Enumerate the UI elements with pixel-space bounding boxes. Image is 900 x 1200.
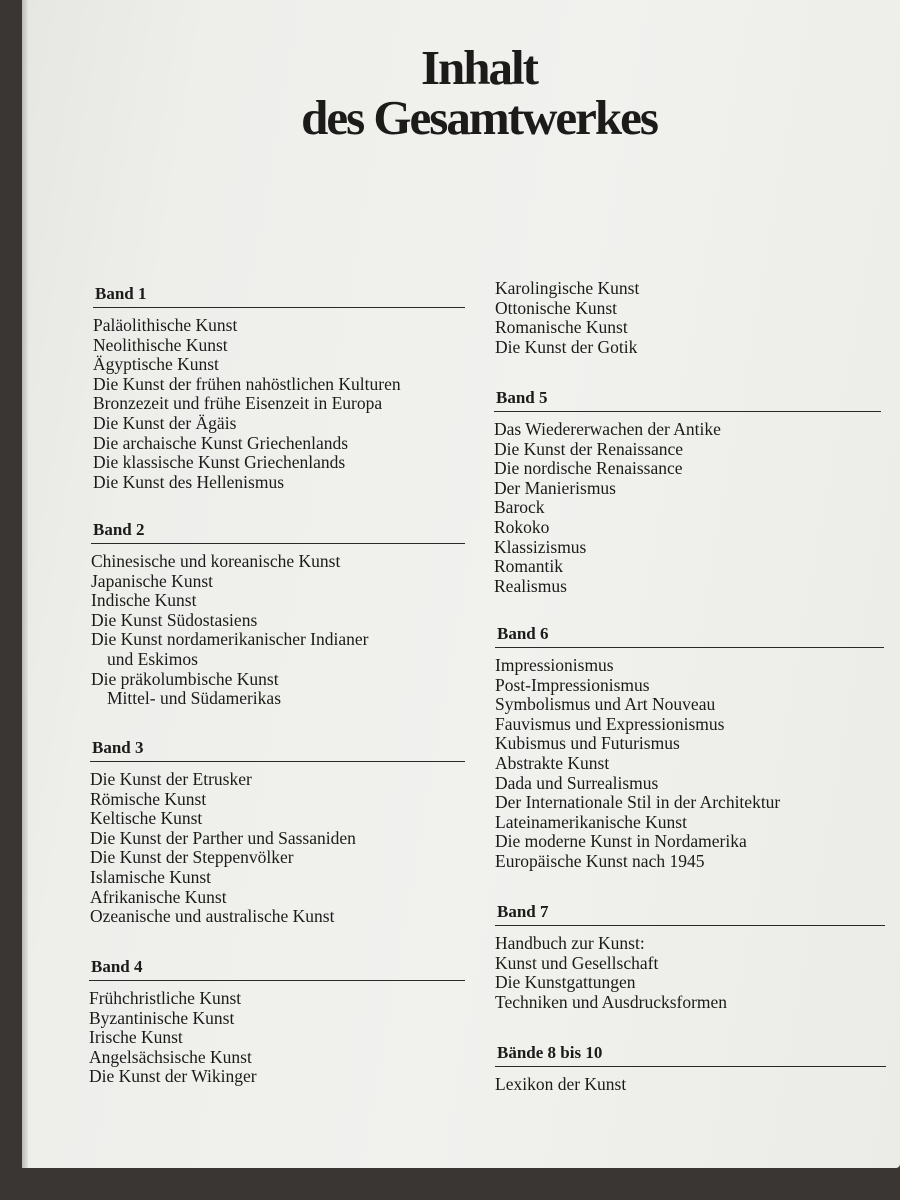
toc-item: Ozeanische und australische Kunst [90, 906, 335, 927]
toc-item: Die Kunst des Hellenismus [93, 471, 285, 492]
toc-item: Islamische Kunst [90, 866, 212, 887]
band-8-10-rule [495, 1066, 886, 1067]
band-5-rule [494, 411, 881, 412]
band-6-section [495, 624, 884, 872]
band-3-rule [90, 761, 465, 762]
toc-item: Ottonische Kunst [495, 297, 618, 318]
toc-item: Die Kunst nordamerikanischer Indianer [91, 629, 369, 650]
toc-item: Japanische Kunst [91, 570, 213, 591]
toc-item: Byzantinische Kunst [89, 1007, 235, 1028]
band-7-heading: Band 7 [497, 902, 549, 921]
page-title-line-2: des Gesamtwerkes [301, 90, 657, 145]
page-title-line-1: Inhalt [420, 40, 537, 95]
band-2-rule [91, 543, 465, 544]
toc-item: Die moderne Kunst in Nordamerika [495, 831, 747, 852]
toc-item: Die klassische Kunst Griechenlands [93, 452, 346, 473]
toc-item-continuation: und Eskimos [107, 648, 198, 669]
band-1-section [93, 284, 465, 492]
toc-item: Indische Kunst [91, 590, 197, 611]
toc-item: Impressionismus [495, 655, 614, 675]
toc-item: Romantik [494, 556, 564, 577]
toc-item: Abstrakte Kunst [495, 752, 610, 773]
toc-item: Ägyptische Kunst [93, 354, 219, 375]
toc-item: Frühchristliche Kunst [89, 988, 242, 1008]
toc-item: Der Internationale Stil in der Architektur [495, 792, 781, 813]
band-5-heading: Band 5 [496, 388, 548, 407]
toc-item: Die archaische Kunst Griechenlands [93, 432, 349, 453]
toc-item: Der Manierismus [494, 477, 616, 498]
toc-item: Rokoko [494, 516, 550, 537]
toc-item: Lexikon der Kunst [495, 1074, 627, 1094]
toc-item: Die Kunst der Ägäis [93, 412, 237, 433]
band-3-section [90, 738, 465, 927]
band-7-section [495, 902, 885, 1012]
toc-item: Fauvismus und Expressionismus [495, 713, 725, 734]
toc-item: Symbolismus und Art Nouveau [495, 694, 716, 715]
band-1-rule [93, 307, 465, 308]
toc-item: Die Kunst der frühen nahöstlichen Kulturen [93, 373, 401, 394]
band-8-10-section [495, 1043, 886, 1095]
band-6-rule [495, 647, 884, 648]
toc-item: Die Kunstgattungen [495, 972, 636, 993]
toc-item: Realismus [494, 575, 567, 596]
toc-item: Die Kunst der Steppenvölker [90, 847, 294, 868]
band-1-heading: Band 1 [95, 284, 147, 303]
toc-item: Klassizismus [494, 536, 587, 557]
toc-item: Die nordische Renaissance [494, 458, 683, 479]
toc-item: Afrikanische Kunst [90, 886, 227, 907]
band-4-continuation [495, 279, 880, 357]
toc-item: Die Kunst Südostasiens [91, 609, 258, 630]
band-5-section [494, 388, 881, 596]
toc-item: Die Kunst der Renaissance [494, 438, 684, 459]
toc-item: Das Wiedererwachen der Antike [494, 419, 721, 439]
band-8-10-heading: Bände 8 bis 10 [497, 1043, 603, 1062]
page-gutter [22, 0, 28, 1168]
band-3-heading: Band 3 [92, 738, 144, 757]
toc-item: Die Kunst der Parther und Sassaniden [90, 827, 356, 848]
toc-item: Die Kunst der Wikinger [89, 1066, 257, 1087]
toc-item: Kunst und Gesellschaft [495, 952, 659, 973]
toc-item: Chinesische und koreanische Kunst [91, 551, 341, 571]
toc-item: Neolithische Kunst [93, 334, 228, 355]
band-7-rule [495, 925, 885, 926]
toc-item: Bronzezeit und frühe Eisenzeit in Europa [93, 393, 383, 414]
toc-item: Keltische Kunst [90, 808, 203, 829]
toc-item: Techniken und Ausdrucksformen [495, 991, 728, 1012]
band-2-heading: Band 2 [93, 520, 145, 539]
toc-item: Die Kunst der Etrusker [90, 769, 252, 789]
toc-item: Kubismus und Futurismus [495, 733, 680, 754]
toc-item: Die Kunst der Gotik [495, 336, 638, 357]
toc-item: Handbuch zur Kunst: [495, 933, 645, 953]
toc-item: Römische Kunst [90, 788, 207, 809]
toc-item-continuation: Mittel- und Südamerikas [107, 688, 282, 709]
toc-item: Barock [494, 497, 545, 518]
toc-item: Lateinamerikanische Kunst [495, 811, 687, 832]
band-4-heading: Band 4 [91, 957, 143, 976]
toc-item: Dada und Surrealismus [495, 772, 659, 793]
band-2-section [91, 520, 465, 709]
toc-item: Post-Impressionismus [495, 674, 650, 695]
band-6-heading: Band 6 [497, 624, 549, 643]
toc-item: Europäische Kunst nach 1945 [495, 850, 705, 871]
toc-item: Paläolithische Kunst [93, 315, 238, 335]
toc-item: Karolingische Kunst [495, 278, 640, 298]
band-4-rule [89, 980, 465, 981]
toc-item: Die präkolumbische Kunst [91, 668, 279, 689]
band-4-section [89, 957, 465, 1087]
toc-item: Romanische Kunst [495, 317, 628, 338]
toc-item: Angelsächsische Kunst [89, 1046, 252, 1067]
toc-item: Irische Kunst [89, 1027, 183, 1048]
